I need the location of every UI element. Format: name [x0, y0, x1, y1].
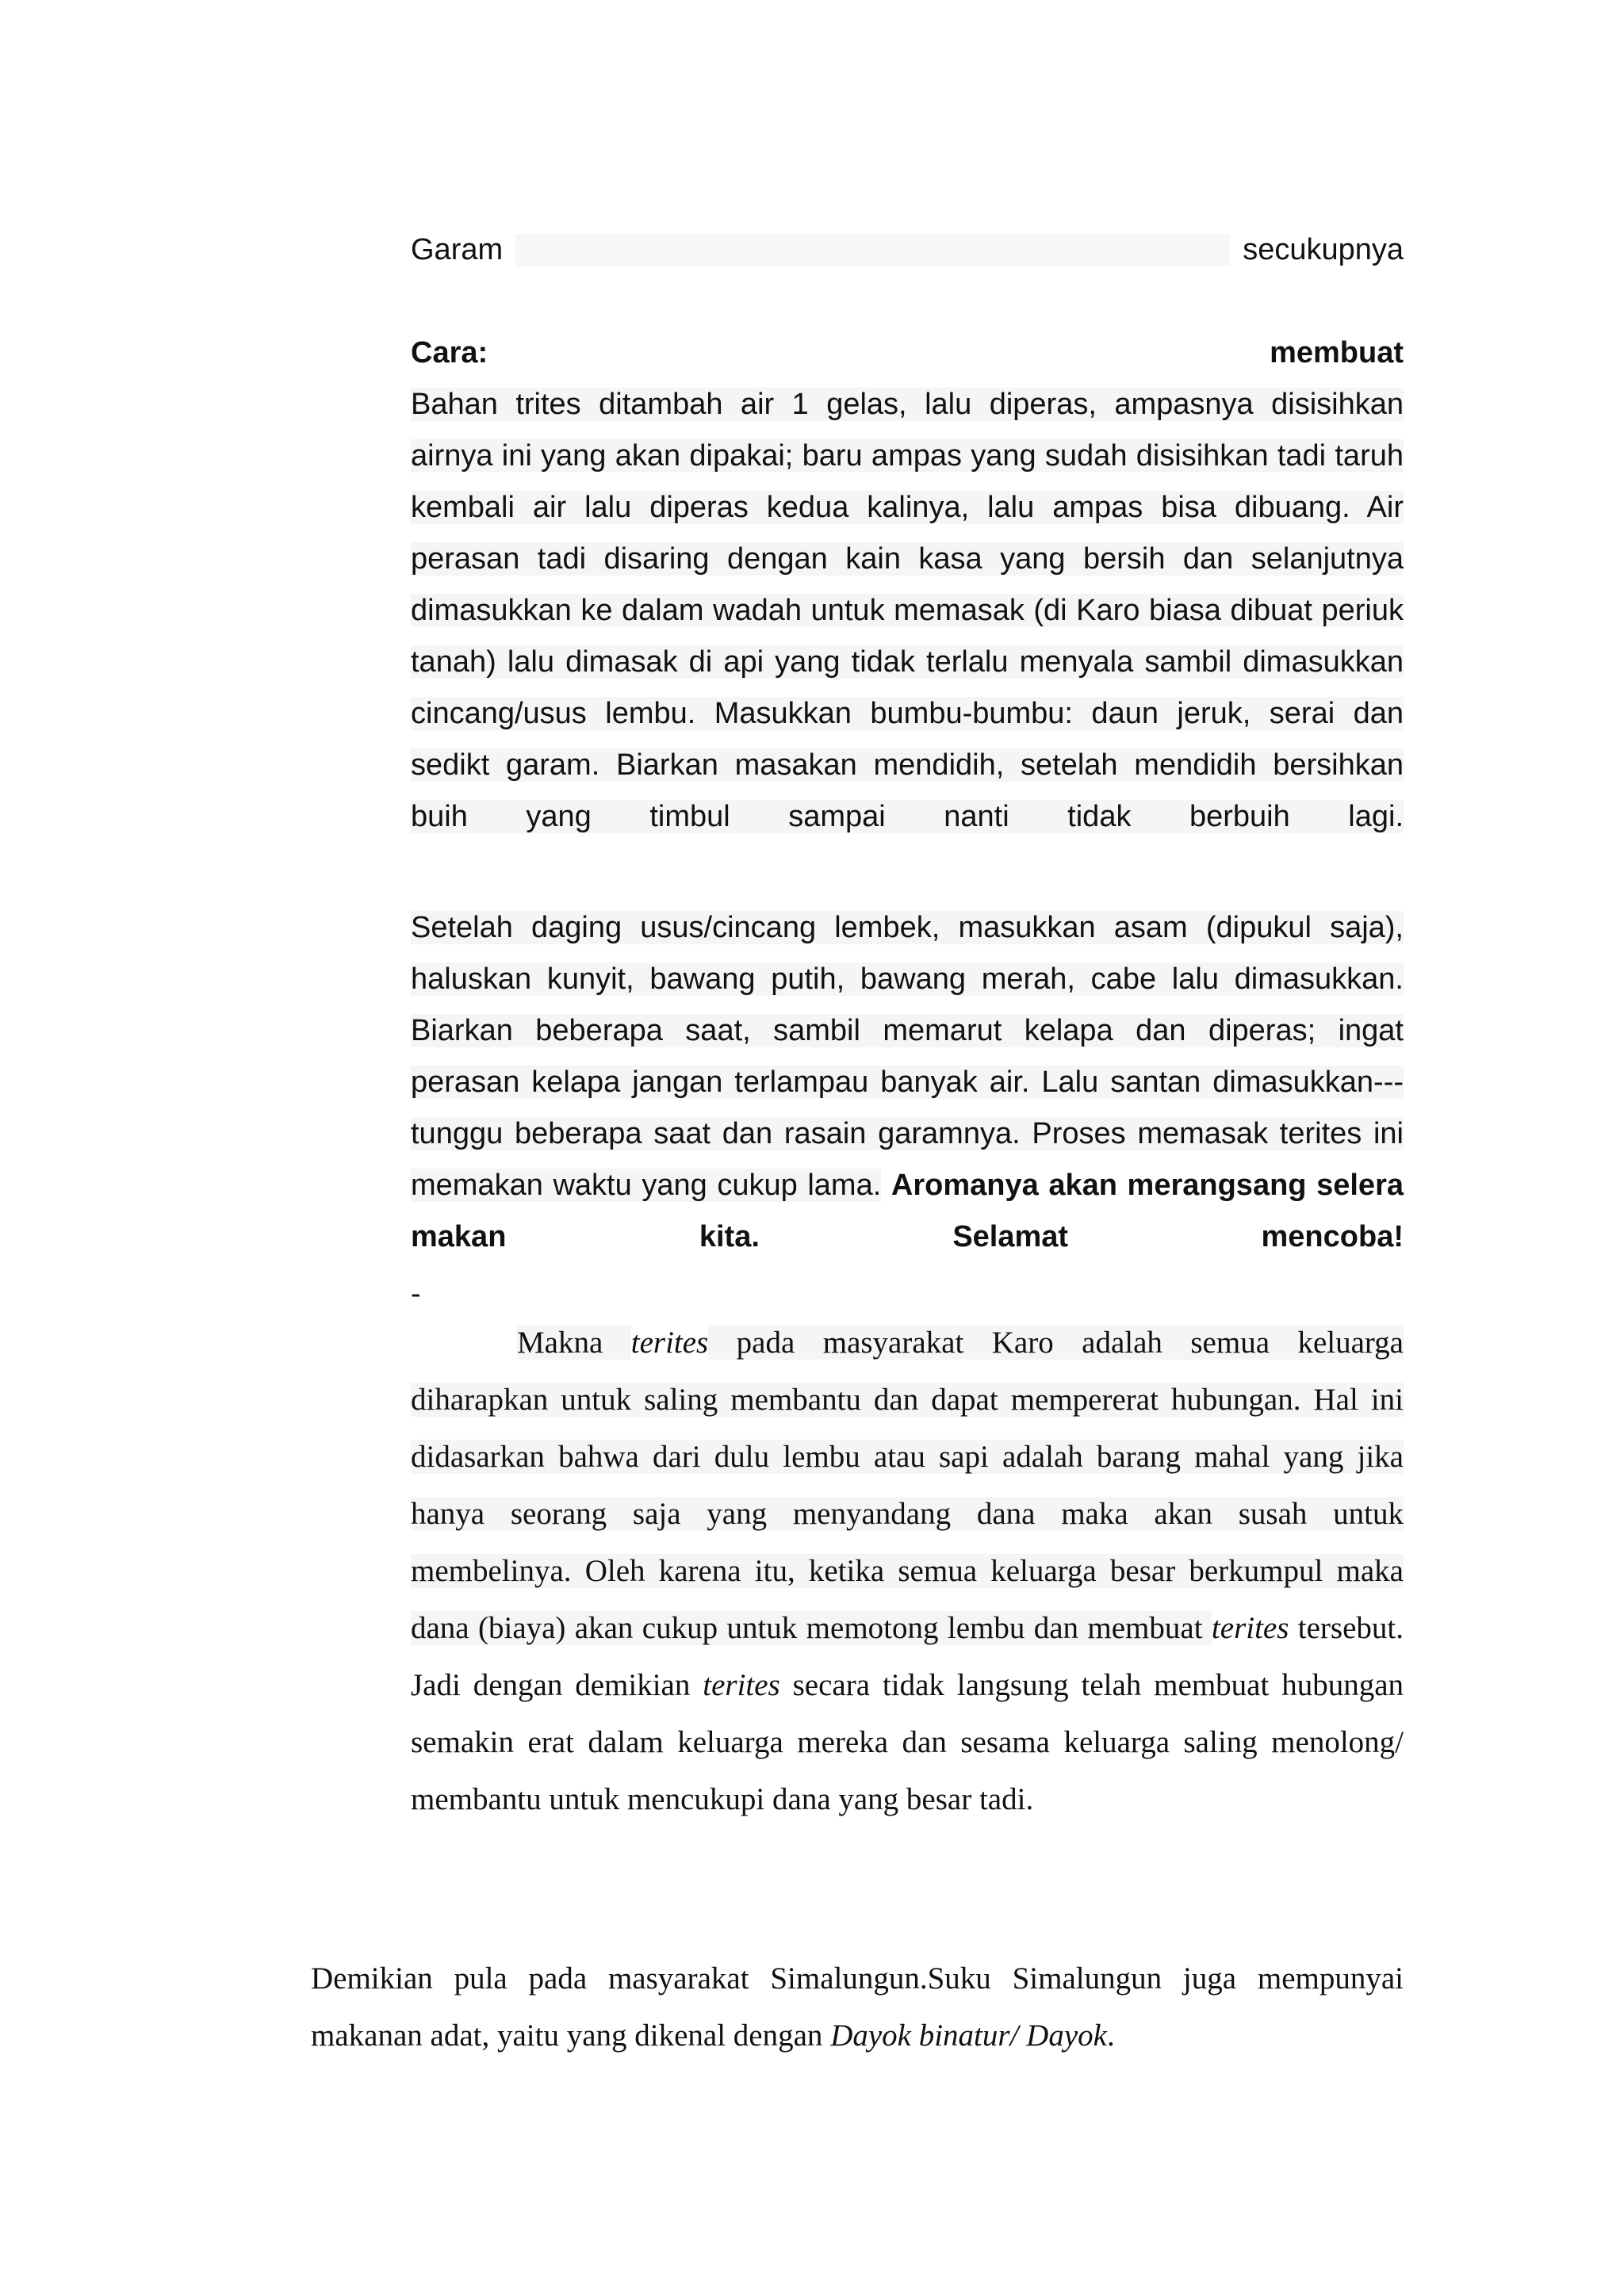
demikian-text-1: Demikian pula pada masyarakat Simalungun.Suku Simalungun juga mempunyai makanan adat, yaitu yang dikenal dengan	[311, 1961, 1404, 2053]
method-paragraph-2-text: Setelah daging usus/cincang lembek, masukkan asam (dipukul saja), haluskan kunyit, bawang putih, bawang merah, cabe lalu dimasukkan. Biarkan beberapa saat, sambil memarut kelapa dan diperas; ingat perasan kelapa jangan terlampau banyak air. Lalu santan dimasukkan--- tunggu beberapa saat dan rasain garamnya. Proses memasak terites ini memakan waktu yang cukup lama.	[411, 911, 1404, 1202]
separator-dash: -	[411, 1277, 421, 1311]
makna-term-2: terites	[1211, 1611, 1289, 1645]
method-paragraph-1	[411, 379, 1404, 843]
ingredient-qty: secukupnya	[1243, 233, 1404, 266]
method-heading: Cara: membuat	[411, 336, 1404, 369]
makna-paragraph	[411, 1314, 1404, 1828]
demikian-term: Dayok binatur/ Dayok	[830, 2019, 1107, 2053]
makna-term-1: terites	[630, 1326, 709, 1360]
makna-text-3: tersebut. Jadi dengan demikian	[411, 1611, 1404, 1702]
makna-text-2: pada masyarakat Karo adalah semua keluarga diharapkan untuk saling membantu dan dapat mempererat hubungan. Hal ini didasarkan bahwa dari dulu lembu atau sapi adalah barang mahal yang jika hanya seorang saja yang menyandang dana maka akan susah untuk membelinya. Oleh karena itu, ketika semua keluarga besar berkumpul maka dana (biaya) akan cukup untuk memotong lembu dan membuat	[411, 1326, 1404, 1645]
makna-term-3: terites	[703, 1668, 780, 1702]
method-paragraph-2	[411, 902, 1404, 1263]
demikian-text-2: .	[1106, 2019, 1115, 2053]
makna-text-4: secara tidak langsung telah membuat hubungan semakin erat dalam keluarga mereka dan sesama keluarga saling menolong/ membantu untuk mencukupi dana yang besar tadi.	[411, 1668, 1404, 1816]
ingredient-name: Garam	[411, 233, 504, 266]
makna-text-1: Makna	[517, 1326, 631, 1360]
demikian-paragraph	[311, 1950, 1404, 2064]
method-closing-bold: Aromanya akan merangsang selera makan kita. Selamat mencoba!	[411, 1169, 1404, 1253]
ingredient-row	[411, 224, 1404, 276]
method-paragraph-1-text: Bahan trites ditambah air 1 gelas, lalu diperas, ampasnya disisihkan airnya ini yang akan dipakai; baru ampas yang sudah disisihkan tadi taruh kembali air lalu diperas kedua kalinya, lalu ampas bisa dibuang. Air perasan tadi disaring dengan kain kasa yang bersih dan selanjutnya dimasukkan ke dalam wadah untuk memasak (di Karo biasa dibuat periuk tanah) lalu dimasak di api yang tidak terlalu menyala sambil dimasukkan cincang/usus lembu. Masukkan bumbu-bumbu: daun jeruk, serai dan sedikt garam. Biarkan masakan mendidih, setelah mendidih bersihkan buih yang timbul sampai nanti tidak berbuih lagi.	[411, 388, 1404, 833]
ingredient-leader	[515, 234, 1230, 266]
